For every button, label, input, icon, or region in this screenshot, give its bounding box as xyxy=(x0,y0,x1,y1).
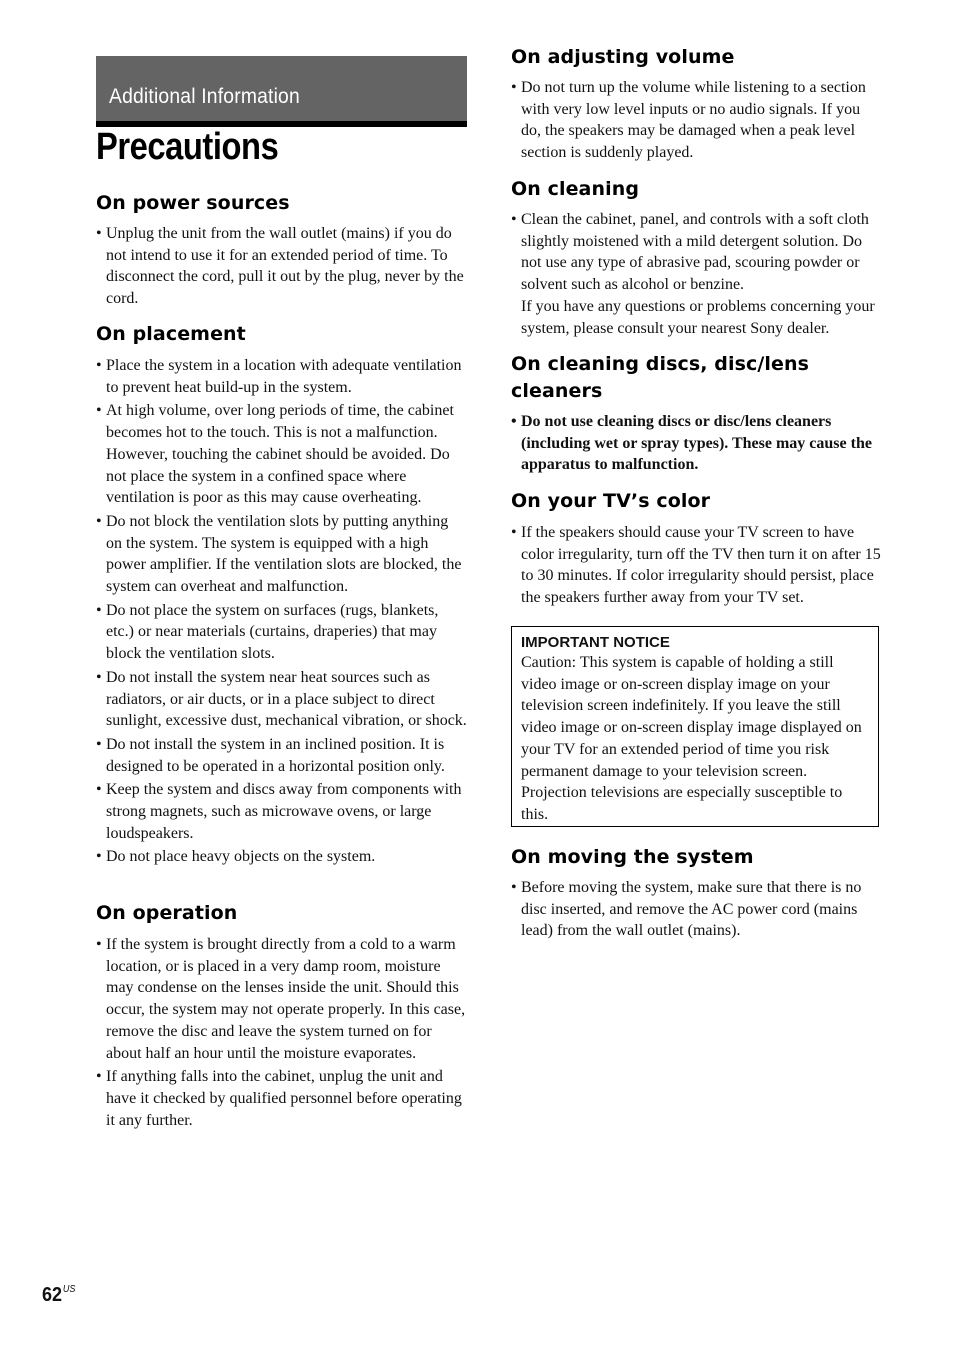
cleaning-text: Clean the cabinet, panel, and controls with a soft cloth slightly moistened with a mild detergent solution. Do not use any type of abrasive pad, scouring powder or solvent such as alcohol or benzine. xyxy=(521,211,869,294)
list-operation xyxy=(96,934,467,1133)
list-cleaning-discs xyxy=(511,411,883,478)
heading-power-sources: On power sources xyxy=(96,192,290,214)
list-item: • If the speakers should cause your TV screen to have color irregularity, turn off the TV then turn it on after 15 to 30 minutes. If color irregularity should persist, place the speakers further away from your TV set. xyxy=(511,522,883,609)
important-notice-box xyxy=(511,626,879,827)
heading-tv-color: On your TV’s color xyxy=(511,490,711,512)
list-item: • Do not place the system on surfaces (rugs, blankets, etc.) or near materials (curtains, draperies) that may block the ventilation slots. xyxy=(96,600,467,665)
heading-cleaning: On cleaning xyxy=(511,178,640,200)
list-item: • If anything falls into the cabinet, unplug the unit and have it checked by qualified personnel before operating it any further. xyxy=(96,1066,467,1131)
list-item: • Do not place heavy objects on the system. xyxy=(96,846,467,868)
heading-placement: On placement xyxy=(96,323,246,345)
page-number-value: 62 xyxy=(42,1284,63,1306)
page-number xyxy=(42,1284,75,1307)
cleaning-note: If you have any questions or problems concerning your system, please consult your nearest Sony dealer. xyxy=(521,297,875,337)
list-item: • Place the system in a location with adequate ventilation to prevent heat build-up in the system. xyxy=(96,355,467,398)
heading-moving-system: On moving the system xyxy=(511,846,754,868)
page-title: Precautions xyxy=(96,126,279,168)
notice-title: IMPORTANT NOTICE xyxy=(521,634,670,651)
list-item xyxy=(511,209,883,339)
list-item: • Do not install the system near heat sources such as radiators, or air ducts, or in a place subject to direct sunlight, excessive dust, mechanical vibration, or shock. xyxy=(96,667,467,732)
heading-adjusting-volume: On adjusting volume xyxy=(511,46,735,68)
list-item: • Do not block the ventilation slots by putting anything on the system. The system is equipped with a high power amplifier. If the ventilation slots are blocked, the system can overheat and malfunction. xyxy=(96,511,467,598)
heading-operation: On operation xyxy=(96,902,238,924)
section-band xyxy=(96,56,467,127)
list-cleaning xyxy=(511,209,883,341)
list-tv-color xyxy=(511,522,883,611)
page-number-suffix: US xyxy=(62,1284,76,1295)
list-item: • Keep the system and discs away from components with strong magnets, such as microwave ovens, or large loudspeakers. xyxy=(96,779,467,844)
list-item: • Do not turn up the volume while listening to a section with very low level inputs or no audio signals. If you do, the speakers may be damaged when a peak level section is suddenly played. xyxy=(511,77,883,164)
notice-text: Caution: This system is capable of holding a still video image or on-screen display image on your television screen indefinitely. If you leave the still video image or on-screen display image displayed on your TV for an extended period of time you risk permanent damage to your television screen. Projection televisions are especially susceptible to this. xyxy=(521,654,862,823)
list-item: • At high volume, over long periods of time, the cabinet becomes hot to the touch. This is not a malfunction. However, touching the cabinet should be avoided. Do not place the system in a confined space where ventilation is poor as this may cause overheating. xyxy=(96,400,467,509)
list-item: • Unplug the unit from the wall outlet (mains) if you do not intend to use it for an extended period of time. To disconnect the cord, pull it out by the plug, never by the cord. xyxy=(96,223,467,310)
list-item: • Do not use cleaning discs or disc/lens cleaners (including wet or spray types). These may cause the apparatus to malfunction. xyxy=(511,411,883,476)
heading-cleaning-discs: On cleaning discs, disc/lens cleaners xyxy=(511,353,810,402)
list-moving-system xyxy=(511,877,883,944)
list-placement xyxy=(96,355,467,870)
list-item: • Do not install the system in an inclined position. It is designed to be operated in a horizontal position only. xyxy=(96,734,467,777)
list-power-sources xyxy=(96,223,467,312)
section-label: Additional Information xyxy=(109,85,300,108)
list-item: • Before moving the system, make sure that there is no disc inserted, and remove the AC power cord (mains lead) from the wall outlet (mains). xyxy=(511,877,883,942)
list-adjusting-volume xyxy=(511,77,883,166)
list-item: • If the system is brought directly from a cold to a warm location, or is placed in a very damp room, moisture may condense on the lenses inside the unit. Should this occur, the system may not operate properly. In this case, remove the disc and leave the system turned on for about half an hour until the moisture evaporates. xyxy=(96,934,467,1064)
